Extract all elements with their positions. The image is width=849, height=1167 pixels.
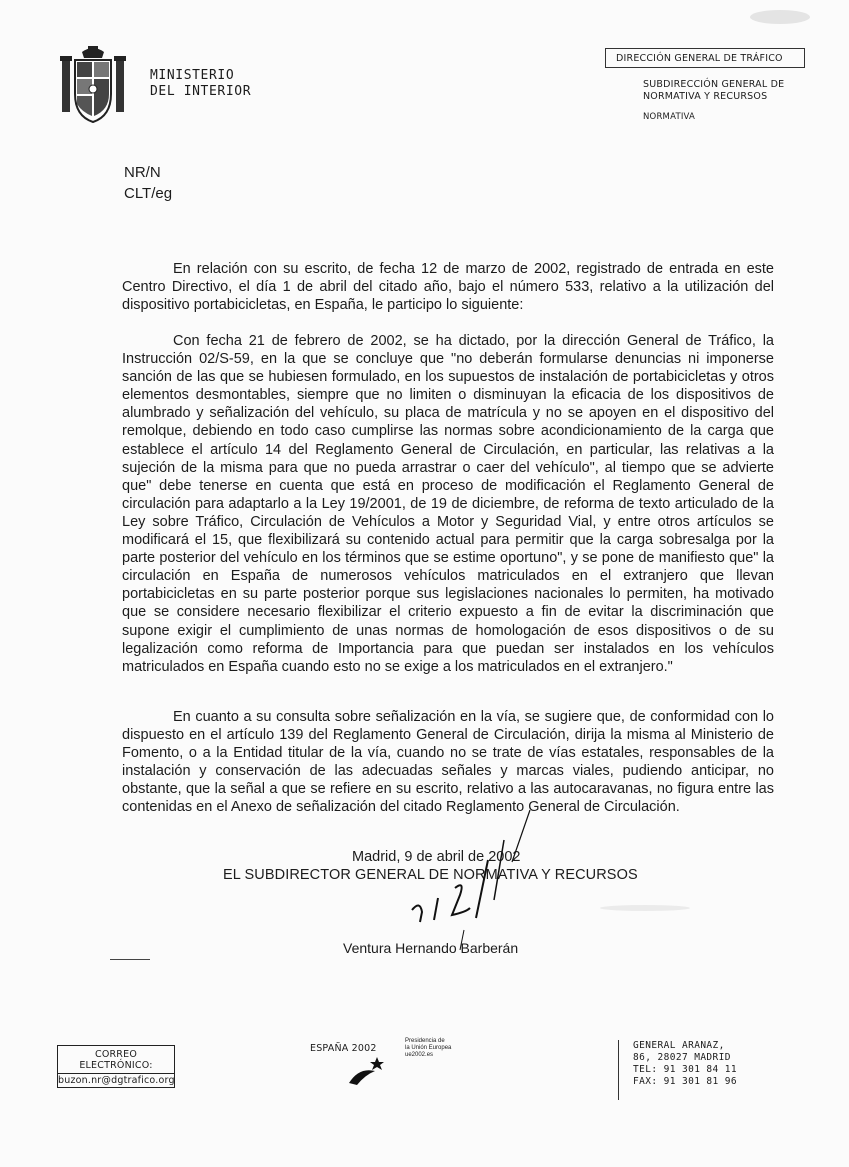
dgt-header-box: DIRECCIÓN GENERAL DE TRÁFICO <box>605 48 805 68</box>
ministry-line-1: MINISTERIO <box>150 68 235 83</box>
body-paragraph-3: En cuanto a su consulta sobre señalización en la vía, se sugiere que, de conformidad con lo dispuesto en el artículo 139 del Reglamento General de Circulación, dirija la misma al Ministerio de Fomento, o a la Entidad titular de la vía, cuando no se trate de vías estatales, responsables de la instalación y conservación de las adecuadas señales y marcas viales, pudiendo anticipar, no obstante, que la señal a que se refiere en su escrito, relativo a las autocaravanas, no figura entre las contenidas en el Anexo de señalización del citado Reglamento General de Circulación. <box>122 709 774 816</box>
address-line-1: GENERAL ARANAZ, <box>633 1040 725 1051</box>
subdirection-name <box>643 79 784 103</box>
espana-2002-label: ESPAÑA 2002 <box>310 1043 377 1054</box>
subdirection-line-1: SUBDIRECCIÓN GENERAL DE <box>643 79 785 90</box>
presidency-line-3: ue2002.es <box>405 1052 434 1058</box>
email-address: buzon.nr@dgtrafico.org <box>58 1075 175 1086</box>
body-paragraph-1: En relación con su escrito, de fecha 12 de marzo de 2002, registrado de entrada en este Centro Directivo, el día 1 de abril del citado año, bajo el número 533, relativo a la utilización del dispositivo portabicicletas, en España, le participo lo siguiente: <box>122 261 774 314</box>
body-paragraph-2: Con fecha 21 de febrero de 2002, se ha dictado, por la dirección General de Tráfico, la Instrucción 02/S-59, en la que se concluye que "no deberán formularse denuncias ni imponerse sanción de las que se hubiesen formulado, en los supuestos de instalación de portabicicletas y otros elementos desmontables, siempre que no limiten o disminuyan la eficacia de los dispositivos de alumbrado y señalización del vehículo, su placa de matrícula y no se apoyen en el dispositivo del remolque, debiendo en todo caso cumplirse las normas sobre acondicionamiento de la carga que establece el artículo 14 del Reglamento General de Circulación, en particular, las relativas a la sujeción de la misma para que no pueda arrastrar o caer del vehículo", al tiempo que se advierte que" debe tenerse en cuenta que está en proceso de modificación el Reglamento General de circulación para adaptarlo a la Ley 19/2001, de 19 de diciembre, de reforma de texto articulado de la Ley sobre Tráfico, Circulación de Vehículos a Motor y Seguridad Vial, y entre otros artículos se modificará el 15, que flexibilizará su contenido actual para permitir que la carga sobresalga por la parte posterior del vehículo en los términos que se estime oportuno", y se pone de manifiesto que" la circulación en España de numerosos vehículos matriculados en el extranjero que llevan portabicicletas en su parte posterior porque sus legislaciones nacionales lo permiten, ha motivado que se considere necesario flexibilizar el criterio expuesto a fin de evitar la discriminación que supone exigir el cumplimiento de unas normas de homologación de esos dispositivos o de su legalización como reforma de Importancia para que puedan ser instalados en los vehículos matriculados en España cuando esto no se exige a los matriculados en el extranjero." <box>122 333 774 675</box>
scan-artifact <box>750 10 810 24</box>
email-label-line-2: ELECTRÓNICO: <box>79 1060 153 1071</box>
signatory-name: Ventura Hernando Barberán <box>343 940 519 956</box>
postal-address <box>633 1040 737 1088</box>
signature-place-date: Madrid, 9 de abril de 2002 <box>352 849 521 865</box>
ministry-name <box>150 68 251 100</box>
subdirection-line-2: NORMATIVA Y RECURSOS <box>643 91 768 102</box>
coat-of-arms-icon <box>58 44 128 126</box>
scan-artifact <box>600 905 690 911</box>
phone-line: TEL: 91 301 84 11 <box>633 1064 738 1075</box>
reference-code <box>124 162 172 204</box>
eu-presidency-logo-icon <box>345 1057 385 1087</box>
reference-line-1: NR/N <box>124 164 161 181</box>
email-contact-box <box>57 1045 175 1088</box>
handwritten-signature <box>400 800 550 950</box>
presidency-line-2: la Unión Europea <box>405 1045 452 1051</box>
eu-presidency-text <box>405 1038 451 1059</box>
reference-line-2: CLT/eg <box>124 185 173 202</box>
margin-line <box>110 959 150 960</box>
fax-line: FAX: 91 301 81 96 <box>633 1076 738 1087</box>
address-divider <box>618 1040 619 1100</box>
section-label: NORMATIVA <box>643 112 696 122</box>
address-line-2: 86, 28027 MADRID <box>633 1052 731 1063</box>
email-label-line-1: CORREO <box>95 1049 137 1060</box>
signatory-title: EL SUBDIRECTOR GENERAL DE NORMATIVA Y RECURSOS <box>223 867 638 883</box>
presidency-line-1: Presidencia de <box>405 1038 445 1044</box>
ministry-line-2: DEL INTERIOR <box>150 84 252 99</box>
